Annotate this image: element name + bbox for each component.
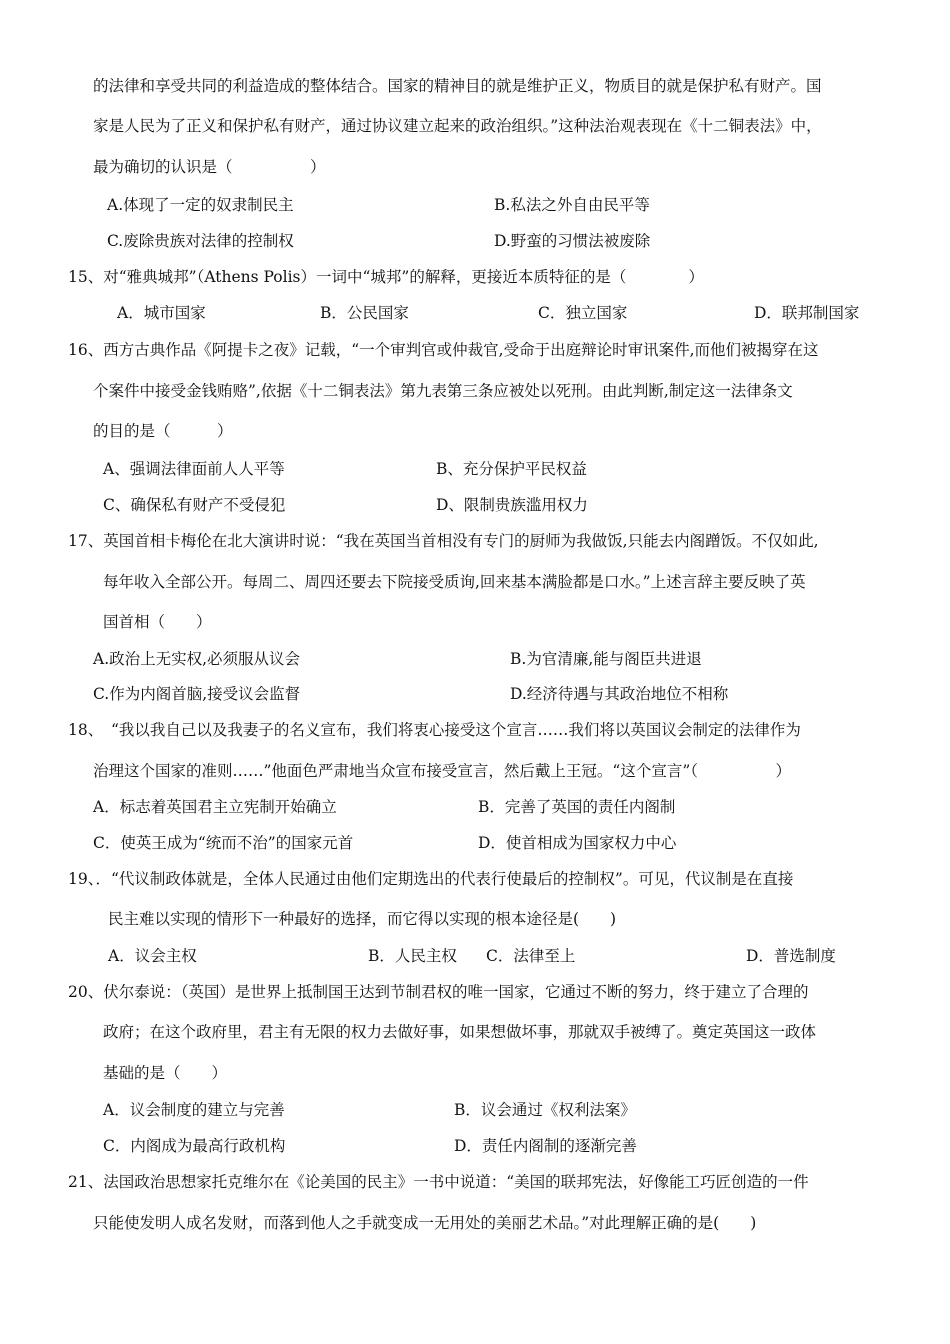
- question-14-option-a: A.体现了一定的奴隶制民主: [107, 196, 294, 214]
- question-17-line-1: 17、英国首相卡梅伦在北大演讲时说：“我在英国当首相没有专门的厨师为我做饭,只能去内阁蹭饭。不仅如此,: [68, 532, 819, 550]
- question-16-line-3: 的目的是（ ）: [93, 422, 233, 440]
- question-19-option-b: B．人民主权: [368, 947, 457, 965]
- question-17-option-c: C.作为内阁首脑,接受议会监督: [93, 685, 301, 703]
- question-15-option-d: D．联邦制国家: [754, 304, 860, 322]
- question-20-option-a: A．议会制度的建立与完善: [103, 1101, 285, 1119]
- question-17-line-2: 每年收入全部公开。每周二、周四还要去下院接受质询,回来基本满脸都是口水。”上述言辞主要反映了英: [103, 573, 806, 591]
- question-20-line-1: 20、伏尔泰说：（英国）是世界上抵制国王达到节制君权的唯一国家，它通过不断的努力，终于建立了合理的: [68, 983, 809, 1001]
- question-19-option-d: D．普选制度: [746, 947, 836, 965]
- question-17-line-3: 国首相（ ）: [103, 613, 212, 631]
- question-15-option-b: B．公民国家: [320, 304, 409, 322]
- question-20-option-d: D．责任内阁制的逐渐完善: [454, 1137, 637, 1155]
- question-16-option-d: D、限制贵族滥用权力: [436, 496, 588, 514]
- question-19-line-1: 19、．“代议制政体就是，全体人民通过由他们定期选出的代表行使最后的控制权”。可见，代议制是在直接: [68, 870, 794, 888]
- question-17-option-b: B.为官清廉,能与阁臣共进退: [510, 650, 702, 668]
- question-16-option-c: C、确保私有财产不受侵犯: [103, 496, 286, 514]
- question-16-line-2: 个案件中接受金钱贿赂”,依据《十二铜表法》第九表第三条应被处以死刑。由此判断,制定这一法律条文: [93, 382, 793, 400]
- question-17-option-a: A.政治上无实权,必须服从议会: [93, 650, 301, 668]
- question-18-option-c: C．使英王成为“统而不治”的国家元首: [93, 834, 354, 852]
- question-14-option-d: D.野蛮的习惯法被废除: [494, 232, 651, 250]
- question-21-line-2: 只能使发明人成名发财，而落到他人之手就变成一无用处的美丽艺术品。”对此理解正确的是( ): [93, 1214, 757, 1232]
- question-16-option-a: A、强调法律面前人人平等: [103, 460, 285, 478]
- question-14-line-3: 最为确切的认识是（ ）: [93, 158, 326, 176]
- question-18-option-d: D．使首相成为国家权力中心: [478, 834, 677, 852]
- question-20-option-b: B．议会通过《权利法案》: [454, 1101, 636, 1119]
- question-18-line-1: 18、 “我以我自己以及我妻子的名义宣布，我们将衷心接受这个宣言……我们将以英国议会制定的法律作为: [68, 721, 801, 739]
- question-21-line-1: 21、法国政治思想家托克维尔在《论美国的民主》一书中说道：“美国的联邦宪法，好像能工巧匠创造的一件: [68, 1173, 809, 1191]
- question-19-line-2: 民主难以实现的情形下一种最好的选择，而它得以实现的根本途径是( ): [108, 910, 617, 928]
- question-20-option-c: C．内阁成为最高行政机构: [103, 1137, 286, 1155]
- question-15-option-c: C．独立国家: [538, 304, 628, 322]
- question-14-line-2: 家是人民为了正义和保护私有财产，通过协议建立起来的政治组织。”这种法治观表现在《十二铜表法》中，: [93, 117, 822, 135]
- question-14-option-c: C.废除贵族对法律的控制权: [107, 232, 294, 250]
- question-19-option-c: C．法律至上: [486, 947, 576, 965]
- question-16-line-1: 16、西方古典作品《阿提卡之夜》记载，“一个审判官或仲裁官,受命于出庭辩论时审讯案件,而他们被揭穿在这: [68, 341, 819, 359]
- question-20-line-3: 基础的是（ ）: [103, 1064, 228, 1082]
- question-15-option-a: A．城市国家: [117, 304, 206, 322]
- question-19-option-a: A．议会主权: [108, 947, 197, 965]
- question-14-option-b: B.私法之外自由民平等: [494, 196, 650, 214]
- question-14-line-1: 的法律和享受共同的利益造成的整体结合。国家的精神目的就是维护正义，物质目的就是保护私有财产。国: [93, 77, 822, 95]
- question-18-option-b: B．完善了英国的责任内阁制: [478, 798, 676, 816]
- question-16-option-b: B、充分保护平民权益: [436, 460, 587, 478]
- question-17-option-d: D.经济待遇与其政治地位不相称: [510, 685, 729, 703]
- question-18-option-a: A．标志着英国君主立宪制开始确立: [93, 798, 337, 816]
- question-18-line-2: 治理这个国家的准则……”他面色严肃地当众宣布接受宣言，然后戴上王冠。“这个宣言”（ ）: [93, 762, 792, 780]
- question-20-line-2: 政府；在这个政府里，君主有无限的权力去做好事，如果想做坏事，那就双手被缚了。奠定英国这一政体: [103, 1023, 817, 1041]
- question-15-line-1: 15、对“雅典城邦”（Athens Polis）一词中“城邦”的解释，更接近本质特征的是（ ）: [68, 268, 704, 286]
